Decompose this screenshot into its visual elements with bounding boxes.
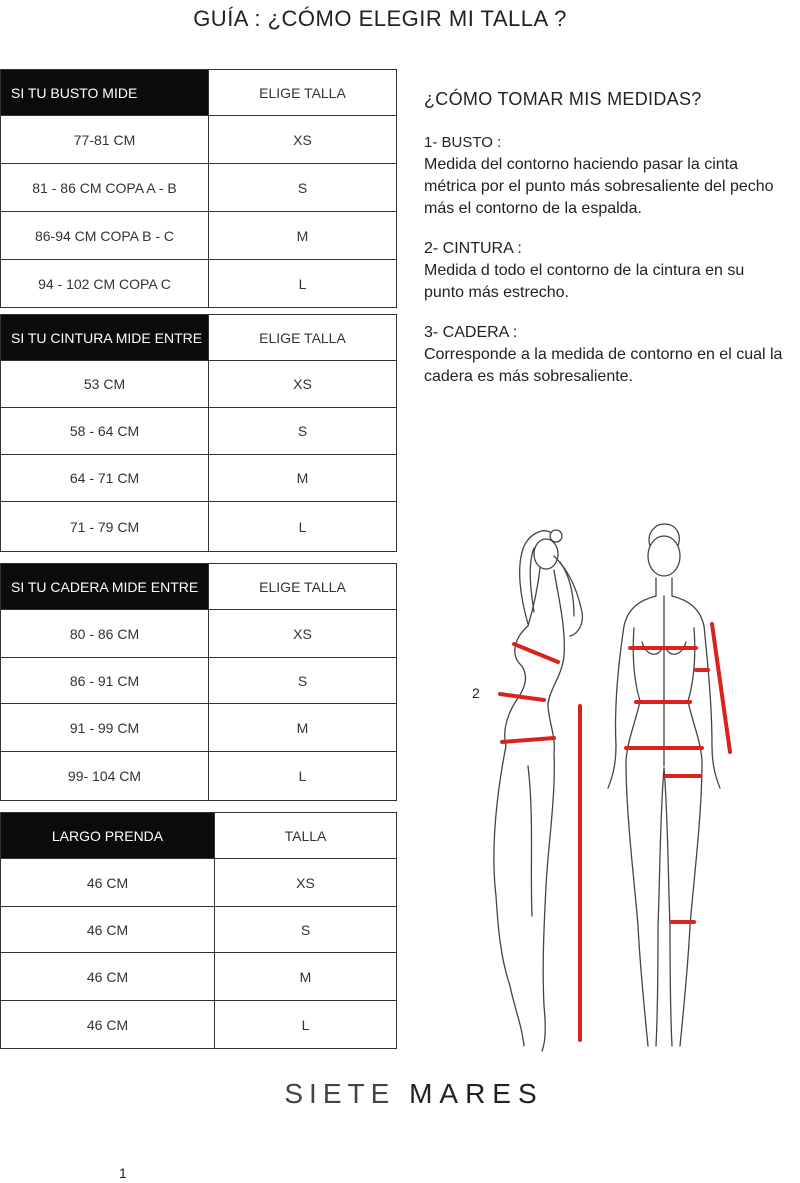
size-cell: XS bbox=[215, 859, 397, 907]
measure-cell: 81 - 86 CM COPA A - B bbox=[1, 164, 209, 212]
size-cell: L bbox=[209, 752, 397, 801]
table-row bbox=[1, 408, 397, 455]
size-cell: XS bbox=[209, 361, 397, 408]
measuring-instructions bbox=[424, 88, 784, 406]
page-number: 1 bbox=[119, 1165, 127, 1181]
measure-cell: 86-94 CM COPA B - C bbox=[1, 212, 209, 260]
table-row bbox=[1, 907, 397, 953]
hip-size-table bbox=[0, 563, 397, 801]
size-cell: S bbox=[209, 658, 397, 704]
measure-cell: 46 CM bbox=[1, 953, 215, 1001]
table-row bbox=[1, 116, 397, 164]
front-figure bbox=[608, 524, 720, 1046]
arm-length-measure-line bbox=[712, 624, 730, 752]
bust-size-table bbox=[0, 69, 397, 308]
measure-cell: 46 CM bbox=[1, 859, 215, 907]
table-header-row bbox=[1, 70, 397, 116]
measure-cell: 58 - 64 CM bbox=[1, 408, 209, 455]
instruction-title: 2- CINTURA : bbox=[424, 240, 522, 257]
size-cell: S bbox=[209, 164, 397, 212]
table-header-measure: SI TU BUSTO MIDE bbox=[1, 70, 209, 116]
table-row bbox=[1, 859, 397, 907]
instruction-waist bbox=[424, 238, 784, 304]
size-cell: S bbox=[215, 907, 397, 953]
size-cell: XS bbox=[209, 116, 397, 164]
measure-cell: 53 CM bbox=[1, 361, 209, 408]
instruction-text: Corresponde a la medida de contorno en el cual la cadera es más sobresaliente. bbox=[424, 346, 783, 385]
size-cell: M bbox=[215, 953, 397, 1001]
table-header-measure: LARGO PRENDA bbox=[1, 813, 215, 859]
size-cell: S bbox=[209, 408, 397, 455]
measure-cell: 64 - 71 CM bbox=[1, 455, 209, 502]
table-header-measure: SI TU CADERA MIDE ENTRE bbox=[1, 564, 209, 610]
size-cell: L bbox=[209, 502, 397, 552]
size-cell: M bbox=[209, 455, 397, 502]
side-figure-measure-lines bbox=[500, 644, 580, 1040]
brand-part2: MARES bbox=[409, 1078, 544, 1109]
measure-cell: 71 - 79 CM bbox=[1, 502, 209, 552]
measure-cell: 77-81 CM bbox=[1, 116, 209, 164]
page-title: GUÍA : ¿CÓMO ELEGIR MI TALLA ? bbox=[193, 6, 567, 31]
size-cell: M bbox=[209, 212, 397, 260]
instruction-bust bbox=[424, 132, 784, 220]
instruction-title: 1- BUSTO : bbox=[424, 134, 502, 151]
table-row bbox=[1, 752, 397, 801]
waist-measure-line bbox=[500, 694, 544, 700]
measure-cell: 99- 104 CM bbox=[1, 752, 209, 801]
instruction-hip bbox=[424, 322, 784, 388]
table-row bbox=[1, 164, 397, 212]
side-figure bbox=[494, 530, 582, 1051]
measure-cell: 91 - 99 CM bbox=[1, 704, 209, 752]
hip-measure-line bbox=[502, 738, 554, 742]
table-row bbox=[1, 260, 397, 308]
waist-size-table bbox=[0, 314, 397, 552]
body-measurement-illustration bbox=[450, 516, 770, 1076]
table-row bbox=[1, 704, 397, 752]
table-row bbox=[1, 361, 397, 408]
table-header-size: ELIGE TALLA bbox=[209, 315, 397, 361]
measure-cell: 46 CM bbox=[1, 1001, 215, 1049]
front-figure-measure-lines bbox=[626, 624, 730, 922]
brand-logo bbox=[0, 1078, 800, 1110]
measure-cell: 80 - 86 CM bbox=[1, 610, 209, 658]
table-row bbox=[1, 658, 397, 704]
instructions-heading: ¿CÓMO TOMAR MIS MEDIDAS? bbox=[424, 89, 702, 109]
instruction-text: Medida del contorno haciendo pasar la cinta métrica por el punto más sobresaliente del pecho más el contorno de la espalda. bbox=[424, 156, 774, 217]
table-header-size: ELIGE TALLA bbox=[209, 564, 397, 610]
brand-part1: SIETE bbox=[284, 1078, 396, 1109]
instruction-title: 3- CADERA : bbox=[424, 324, 518, 341]
measure-cell: 46 CM bbox=[1, 907, 215, 953]
table-header-size: TALLA bbox=[215, 813, 397, 859]
table-row bbox=[1, 953, 397, 1001]
size-cell: M bbox=[209, 704, 397, 752]
table-header-row bbox=[1, 564, 397, 610]
table-header-row bbox=[1, 315, 397, 361]
table-header-size: ELIGE TALLA bbox=[209, 70, 397, 116]
table-header-row bbox=[1, 813, 397, 859]
table-row bbox=[1, 502, 397, 552]
table-row bbox=[1, 1001, 397, 1049]
table-header-measure: SI TU CINTURA MIDE ENTRE bbox=[1, 315, 209, 361]
bust-measure-line bbox=[514, 644, 558, 662]
measure-cell: 86 - 91 CM bbox=[1, 658, 209, 704]
size-cell: L bbox=[215, 1001, 397, 1049]
table-row bbox=[1, 610, 397, 658]
instruction-text: Medida d todo el contorno de la cintura en su punto más estrecho. bbox=[424, 262, 745, 301]
illustration-label: 2 bbox=[472, 685, 480, 701]
table-row bbox=[1, 212, 397, 260]
measure-cell: 94 - 102 CM COPA C bbox=[1, 260, 209, 308]
size-cell: L bbox=[209, 260, 397, 308]
size-cell: XS bbox=[209, 610, 397, 658]
garment-length-table bbox=[0, 812, 397, 1049]
table-row bbox=[1, 455, 397, 502]
